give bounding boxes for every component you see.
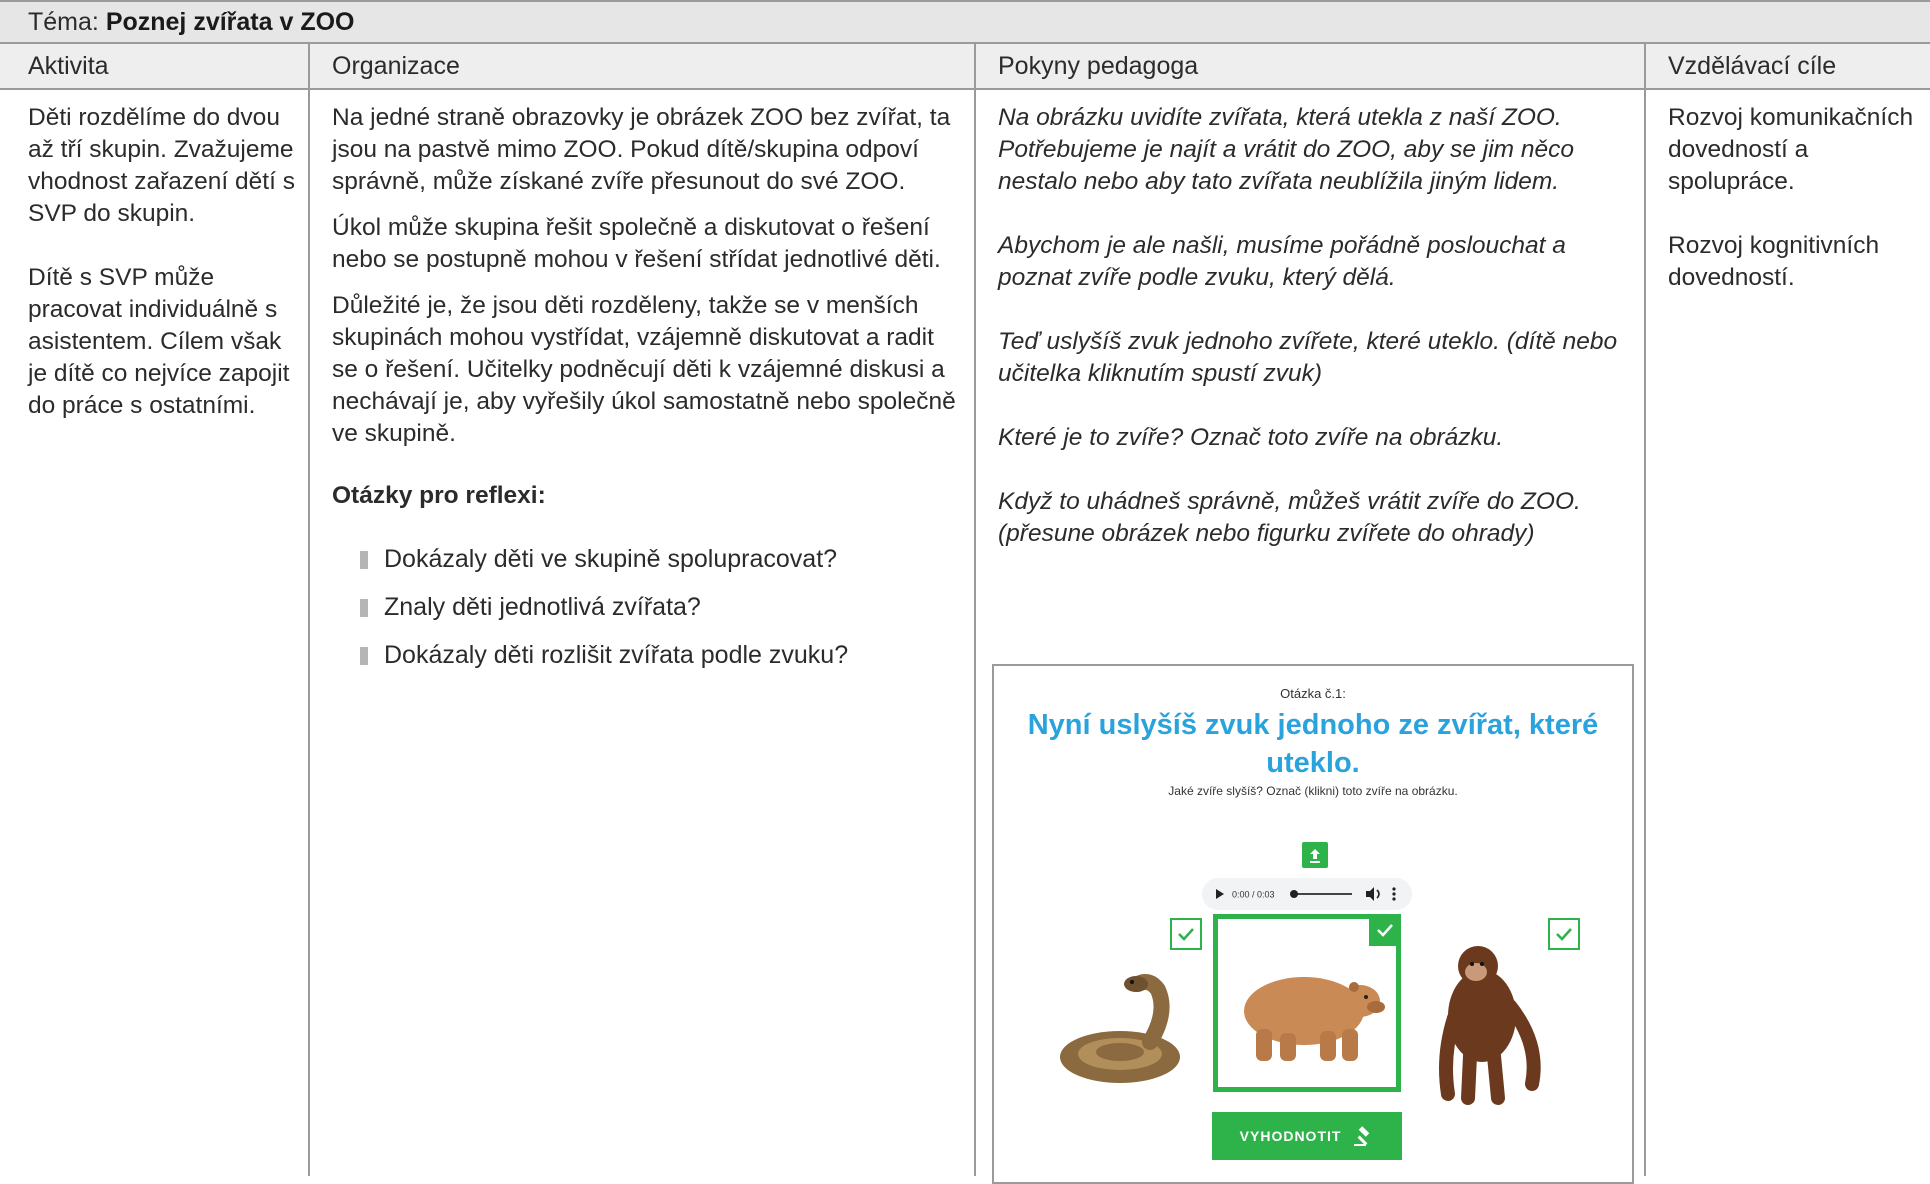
- teacher-paragraph: Abychom je ale našli, musíme pořádně poslouchat a poznat zvíře podle zvuku, který dělá.: [998, 232, 1566, 291]
- audio-track[interactable]: [1292, 893, 1352, 895]
- upload-button[interactable]: [1302, 842, 1328, 868]
- reflection-list: [358, 542, 962, 672]
- check-icon: [1172, 920, 1200, 948]
- evaluate-label: VYHODNOTIT: [1239, 1128, 1342, 1144]
- gavel-icon: [1352, 1126, 1374, 1148]
- goal-paragraph: Rozvoj kognitivních dovedností.: [1668, 232, 1880, 291]
- bear-checkbox[interactable]: [1369, 914, 1401, 946]
- teacher-paragraph: Na obrázku uvidíte zvířata, která utekla z naší ZOO. Potřebujeme je najít a vrátit do ZOO, aby se jim něco nestalo nebo aby tato zvířata neublížila jiným lidem.: [998, 104, 1575, 195]
- bullet-icon: [360, 599, 368, 617]
- activity-paragraph: Dítě s SVP může pracovat individuálně s asistentem. Cílem však je dítě co nejvíce zapojit do práce s ostatními.: [28, 264, 290, 419]
- organization-paragraph: Na jedné straně obrazovky je obrázek ZOO bez zvířat, ta jsou na pastvě mimo ZOO. Pokud dítě/skupina odpoví správně, může získané zvíře přesunout do své ZOO.: [332, 104, 951, 195]
- reflection-item: Znaly děti jednotlivá zvířata?: [358, 590, 962, 624]
- bear-image: [1226, 949, 1391, 1069]
- activity-cell: [28, 102, 300, 422]
- column-divider: [308, 44, 310, 1176]
- goals-cell: [1668, 102, 1918, 294]
- audio-player[interactable]: [1202, 878, 1412, 910]
- chimpanzee-image[interactable]: [1432, 926, 1552, 1106]
- evaluate-button[interactable]: [1212, 1112, 1402, 1160]
- teacher-paragraph: Teď uslyšíš zvuk jednoho zvířete, které uteklo. (dítě nebo učitelka kliknutím spustí zvuk): [998, 328, 1618, 387]
- header-teacher-instructions: Pokyny pedagoga: [998, 52, 1199, 80]
- check-icon: [1550, 920, 1578, 948]
- question-instructions: Jaké zvíře slyšíš? Označ (klikni) toto zvíře na obrázku.: [1168, 784, 1458, 798]
- play-icon[interactable]: [1216, 889, 1224, 899]
- organization-paragraph: Úkol může skupina řešit společně a diskutovat o řešení nebo se postupně mohou v řešení střídat jednotlivé děti.: [332, 214, 941, 273]
- chimpanzee-checkbox[interactable]: [1548, 918, 1580, 950]
- header-activity: Aktivita: [28, 52, 109, 80]
- activity-paragraph: Děti rozdělíme do dvou až tří skupin. Zvažujeme vhodnost zařazení dětí s SVP do skupin.: [28, 104, 295, 227]
- column-divider: [1644, 44, 1646, 1176]
- teacher-paragraph: Když to uhádneš správně, můžeš vrátit zvíře do ZOO. (přesune obrázek nebo figurku zvířete do ohrady): [998, 488, 1581, 547]
- reflection-item: Dokázaly děti ve skupině spolupracovat?: [358, 542, 962, 576]
- header-goals: Vzdělávací cíle: [1668, 52, 1837, 80]
- topic-row: [0, 0, 1930, 44]
- topic-title: Poznej zvířata v ZOO: [105, 8, 355, 36]
- table-header-row: [0, 44, 1930, 90]
- organization-paragraph: Důležité je, že jsou děti rozděleny, takže se v menších skupinách mohou vystřídat, vzájemně diskutovat a radit se o řešení. Učitelky podněcují děti k vzájemné diskusi a nechávají je, aby vyřešily úkol samostatně nebo společně ve skupině.: [332, 292, 956, 447]
- question-number: Otázka č.1:: [1280, 686, 1346, 701]
- quiz-screenshot: [992, 664, 1634, 1184]
- check-icon: [1371, 916, 1399, 944]
- organization-cell: [332, 102, 962, 686]
- question-title: Nyní uslyšíš zvuk jednoho ze zvířat, které uteklo.: [1027, 709, 1599, 779]
- header-organization: Organizace: [332, 52, 460, 80]
- snake-checkbox[interactable]: [1170, 918, 1202, 950]
- reflection-item: Dokázaly děti rozlišit zvířata podle zvuku?: [358, 638, 962, 672]
- teacher-instructions-cell: [998, 102, 1618, 550]
- reflection-heading: Otázky pro reflexi:: [332, 482, 546, 509]
- topic-label: Téma:: [28, 8, 99, 36]
- audio-scrubber[interactable]: [1290, 890, 1298, 898]
- column-divider: [974, 44, 976, 1176]
- goal-paragraph: Rozvoj komunikačních dovedností a spolupráce.: [1668, 104, 1914, 195]
- bullet-icon: [360, 647, 368, 665]
- bullet-icon: [360, 551, 368, 569]
- snake-image[interactable]: [1050, 962, 1190, 1092]
- more-vertical-icon[interactable]: [1392, 887, 1395, 900]
- volume-icon[interactable]: [1366, 887, 1379, 901]
- audio-time: 0:00 / 0:03: [1232, 889, 1275, 900]
- upload-icon: [1302, 842, 1328, 868]
- teacher-paragraph: Které je to zvíře? Označ toto zvíře na obrázku.: [998, 424, 1504, 451]
